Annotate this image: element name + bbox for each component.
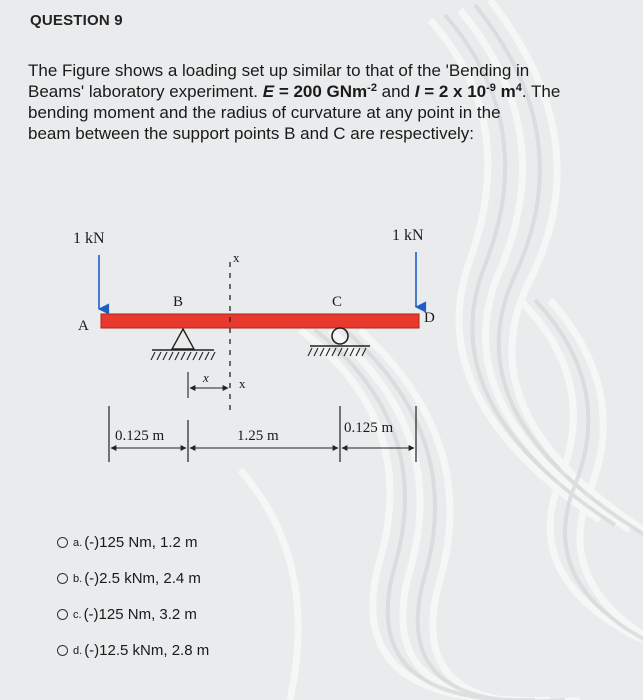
distance-x-label: x [203,370,209,385]
modulus-symbol: E [262,82,275,101]
option-c-text: (-)125 Nm, 3.2 m [83,606,197,623]
radio-b[interactable] [57,573,68,584]
support-b [151,329,215,360]
option-b-letter: b. [73,572,83,585]
option-d[interactable] [57,642,209,659]
section-x-top-label: x [233,250,240,265]
dim-right-label: 0.125 m [344,420,394,436]
question-heading: QUESTION 9 [30,12,123,29]
question-line-4: beam between the support points B and C are respectively: [28,124,475,143]
option-b[interactable] [57,570,201,587]
question-line-3: bending moment and the radius of curvature at any point in the [28,103,501,122]
inertia-value: = 2 x 10 [419,82,487,101]
option-b-text: (-)2.5 kNm, 2.4 m [84,570,201,587]
question-line-2-start: Beams' laboratory experiment. [28,82,263,101]
radio-d[interactable] [57,645,68,656]
section-x-bottom-label: x [239,376,246,391]
modulus-value: = 200 GNm [274,82,368,101]
question-and: and [376,82,415,101]
option-a-text: (-)125 Nm, 1.2 m [84,534,198,551]
inertia-symbol: I [414,82,420,101]
inertia-exponent: -9 [486,82,496,94]
option-d-text: (-)12.5 kNm, 2.8 m [84,642,210,659]
option-a-letter: a. [73,536,83,549]
load-right-label: 1 kN [392,227,424,244]
point-a-label: A [78,318,89,334]
option-d-letter: d. [73,644,83,657]
radio-a[interactable] [57,537,68,548]
point-d-label: D [424,310,435,326]
point-b-label: B [173,294,184,310]
option-c-letter: c. [73,608,82,621]
radio-c[interactable] [57,609,68,620]
inertia-unit-exponent: 4 [515,82,522,94]
beam [101,314,419,328]
dim-middle-label: 1.25 m [237,428,279,444]
option-c[interactable] [57,606,197,623]
question-line-2-end: . The [521,82,561,101]
option-a[interactable] [57,534,198,551]
question-line-1: The Figure shows a loading set up similar to that of the 'Bending in [28,61,530,80]
inertia-unit: m [495,82,516,101]
load-left-label: 1 kN [73,230,105,247]
modulus-exponent: -2 [367,82,377,94]
dim-left-label: 0.125 m [115,428,165,444]
support-c [308,328,370,356]
point-c-label: C [332,294,343,310]
